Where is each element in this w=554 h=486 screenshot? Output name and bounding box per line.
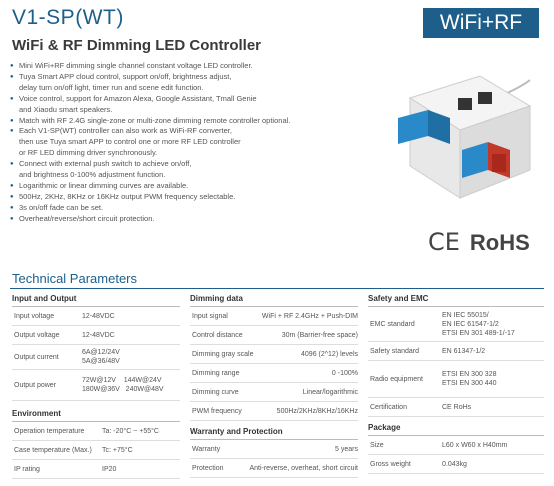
section-title: Safety and EMC bbox=[368, 292, 544, 307]
param-key: Certification bbox=[370, 403, 407, 411]
param-value: 0.043kg bbox=[442, 460, 467, 468]
param-row bbox=[190, 326, 358, 345]
param-key: Input signal bbox=[192, 312, 228, 320]
feature-item-cont: then use Tuya smart APP to control one or more RF LED controller bbox=[19, 137, 241, 147]
param-value: CE RoHs bbox=[442, 403, 472, 411]
param-row bbox=[190, 307, 358, 326]
model-title: V1-SP(WT) bbox=[12, 6, 124, 29]
param-key: Control distance bbox=[192, 331, 243, 339]
param-row bbox=[368, 398, 544, 417]
feature-item: ● 500Hz, 2KHz, 8KHz or 16KHz output PWM frequency selectable. bbox=[10, 192, 375, 203]
wifi-rf-badge: WiFi+RF bbox=[423, 8, 539, 38]
param-value: 30m (Barrier-free space) bbox=[281, 331, 358, 339]
feature-item-cont: and Xiaodu smart speakers. bbox=[19, 104, 113, 114]
param-key: Case temperature (Max.) bbox=[14, 446, 92, 454]
section-title: Environment bbox=[12, 407, 180, 422]
param-row bbox=[190, 459, 358, 478]
param-value: Anti-reverse, overheat, short circuit bbox=[249, 464, 358, 472]
product-title: WiFi & RF Dimming LED Controller bbox=[12, 37, 262, 54]
param-row bbox=[190, 345, 358, 364]
divider bbox=[10, 288, 544, 289]
param-row bbox=[368, 361, 544, 398]
param-value: 4096 (2^12) levels bbox=[301, 350, 358, 358]
col-safety bbox=[368, 292, 544, 474]
param-row bbox=[368, 436, 544, 455]
col-dimming bbox=[190, 292, 358, 478]
product-image bbox=[380, 58, 540, 218]
feature-item: ● Logarithmic or linear dimming curves are available. bbox=[10, 181, 375, 192]
param-value: Ta: -20°C ~ +55°C bbox=[102, 427, 159, 435]
param-key: Operation temperature bbox=[14, 427, 85, 435]
param-row bbox=[190, 402, 358, 421]
param-key: Input voltage bbox=[14, 312, 55, 320]
param-key: Protection bbox=[192, 464, 224, 472]
param-value: WiFi + RF 2.4GHz + Push-DIM bbox=[261, 312, 358, 320]
param-value: 12-48VDC bbox=[82, 331, 115, 339]
param-value: L60 x W60 x H40mm bbox=[442, 441, 508, 449]
feature-item-cont: and brightness 0-100% adjustment function. bbox=[19, 170, 166, 180]
param-key: IP rating bbox=[14, 465, 40, 473]
feature-list bbox=[10, 61, 375, 225]
param-value: Tc: +75°C bbox=[102, 446, 133, 454]
feature-item: ● Mini WiFi+RF dimming single channel constant voltage LED controller. bbox=[10, 61, 375, 72]
param-row bbox=[368, 342, 544, 361]
param-key: Safety standard bbox=[370, 347, 420, 355]
param-row bbox=[12, 345, 180, 370]
param-key: Output power bbox=[14, 381, 57, 389]
feature-item: ● Overheat/reverse/short circuit protection. bbox=[10, 214, 375, 225]
param-key: Warranty bbox=[192, 445, 221, 453]
param-row bbox=[12, 307, 180, 326]
section-title: Input and Output bbox=[12, 292, 180, 307]
param-value: EN 61347-1/2 bbox=[442, 347, 486, 355]
param-value: 72W@12V 144W@24V 180W@36V 240W@48V bbox=[82, 377, 164, 393]
ce-logo: CE bbox=[428, 228, 460, 256]
param-key: Dimming gray scale bbox=[192, 350, 254, 358]
param-value: Linear/logarithmic bbox=[302, 388, 358, 396]
param-row bbox=[190, 364, 358, 383]
param-row bbox=[12, 422, 180, 441]
param-row bbox=[190, 440, 358, 459]
param-value: EN IEC 55015/ EN IEC 61547-1/2 ETSI EN 301 489-1/-17 bbox=[442, 311, 515, 337]
param-key: Radio equipment bbox=[370, 375, 423, 383]
feature-item: ● Each V1-SP(WT) controller can also work as WiFi-RF converter, bbox=[10, 126, 375, 137]
param-value: IP20 bbox=[102, 465, 117, 473]
param-value: ETSI EN 300 328 ETSI EN 300 440 bbox=[442, 371, 497, 387]
section-title: Dimming data bbox=[190, 292, 358, 307]
technical-parameters-title: Technical Parameters bbox=[12, 271, 137, 286]
param-value: 6A@12/24V 5A@36/48V bbox=[82, 349, 120, 365]
param-row bbox=[368, 307, 544, 342]
param-key: Dimming range bbox=[192, 369, 240, 377]
param-value: 5 years bbox=[335, 445, 358, 453]
feature-item: ● Tuya Smart APP cloud control, support on/off, brightness adjust, bbox=[10, 72, 375, 83]
col-input-output bbox=[12, 292, 180, 479]
param-value: 12-48VDC bbox=[82, 312, 115, 320]
feature-item: ● Match with RF 2.4G single-zone or multi-zone dimming remote controller optional. bbox=[10, 116, 375, 127]
param-value: 0 -100% bbox=[331, 369, 358, 377]
param-row bbox=[12, 370, 180, 401]
cert-logos bbox=[428, 228, 530, 256]
param-row bbox=[12, 460, 180, 479]
feature-item: ● 3s on/off fade can be set. bbox=[10, 203, 375, 214]
feature-item: ● Voice control, support for Amazon Alexa, Google Assistant, Tmall Genie bbox=[10, 94, 375, 105]
feature-item-cont: or RF LED dimming driver synchronously. bbox=[19, 148, 158, 158]
param-key: Dimming curve bbox=[192, 388, 239, 396]
section-title: Warranty and Protection bbox=[190, 425, 358, 440]
param-key: PWM frequency bbox=[192, 407, 242, 415]
param-key: Gross weight bbox=[370, 460, 411, 468]
param-key: Size bbox=[370, 441, 384, 449]
param-row bbox=[368, 455, 544, 474]
section-title: Package bbox=[368, 421, 544, 436]
param-row bbox=[12, 326, 180, 345]
feature-item-cont: delay turn on/off light, timer run and scene edit function. bbox=[19, 82, 204, 92]
param-key: EMC standard bbox=[370, 320, 415, 328]
feature-item: ● Connect with external push switch to achieve on/off, bbox=[10, 159, 375, 170]
param-value: 500Hz/2KHz/8KHz/16KHz bbox=[276, 407, 358, 415]
param-key: Output current bbox=[14, 353, 59, 361]
rohs-logo: RoHS bbox=[469, 230, 530, 255]
param-row bbox=[190, 383, 358, 402]
param-row bbox=[12, 441, 180, 460]
param-key: Output voltage bbox=[14, 331, 60, 339]
